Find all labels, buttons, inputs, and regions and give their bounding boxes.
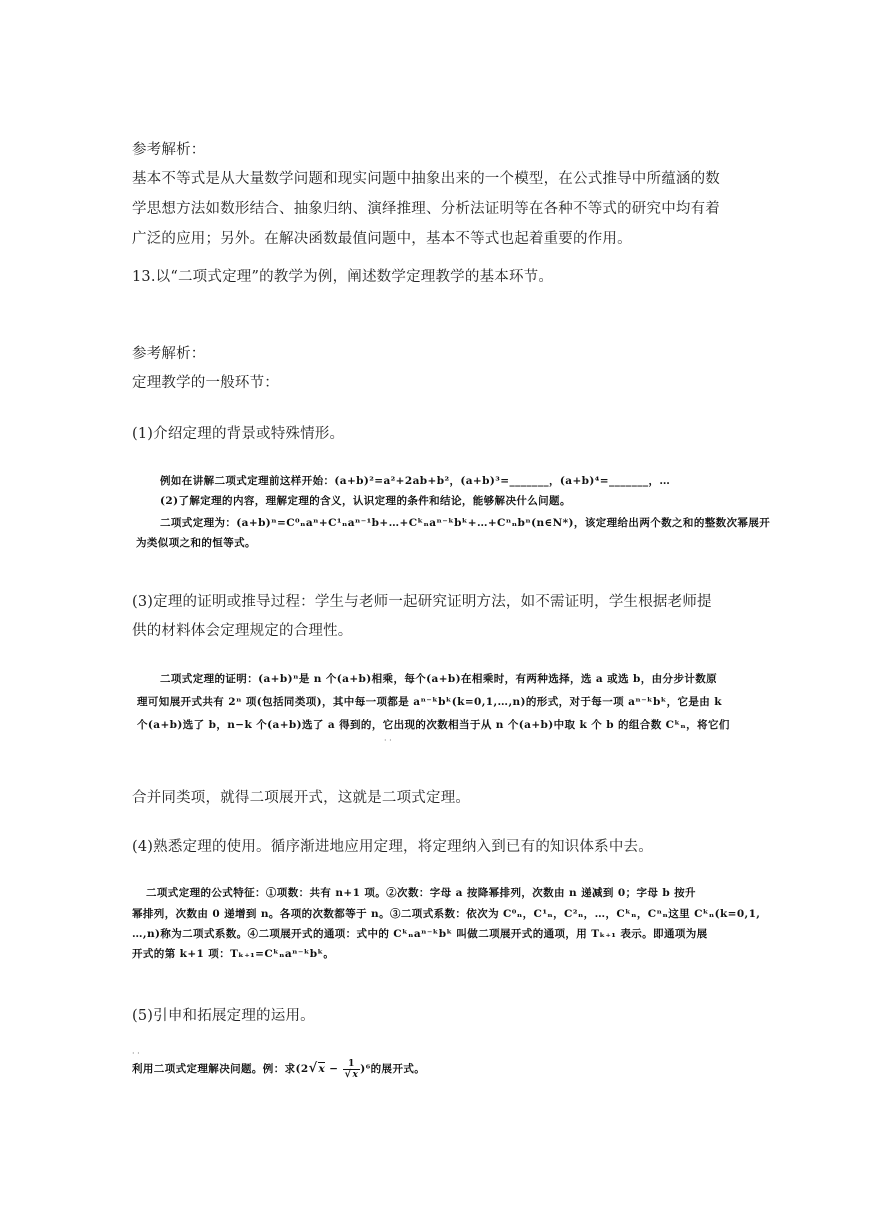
merge-text: 合并同类项，就得二项展开式，这就是二项式定理。 (132, 790, 471, 806)
scan-line: 幂排列，次数由 0 递增到 n。各项的次数都等于 n。③二项式系数：依次为 C⁰ₙ，C¹ₙ，C²ₙ，…，Cᵏₙ，Cⁿₙ这里 Cᵏₙ(k=0,1, (132, 908, 761, 920)
scan-line: 开式的第 k+1 项：Tₖ₊₁=Cᵏₙaⁿ⁻ᵏbᵏ。 (132, 948, 335, 960)
scan-line: 二项式定理为：(a+b)ⁿ=C⁰ₙaⁿ+C¹ₙaⁿ⁻¹b+…+Cᵏₙaⁿ⁻ᵏbᵏ+…+Cⁿₙbⁿ(n∈N*)，该定理给出两个数之和的整数次幂展开 (160, 517, 771, 529)
sqrt-radicand: x (318, 1063, 326, 1075)
step-3-line: 供的材料体会定理规定的合理性。 (132, 623, 353, 639)
scan-speck: · · (384, 736, 392, 745)
answer-text-line: 学思想方法如数形结合、抽象归纳、演绎推理、分析法证明等在各种不等式的研究中均有着 (132, 201, 720, 217)
scan-line: 为类似项之和的恒等式。 (136, 537, 256, 549)
answer-intro: 定理教学的一般环节： (132, 375, 279, 391)
scan-line: …,n)称为二项式系数。④二项展开式的通项：式中的 Cᵏₙaⁿ⁻ᵏbᵏ 叫做二项展开式的通项，用 Tₖ₊₁ 表示。即通项为展 (132, 928, 708, 940)
step-5: (5)引申和拓展定理的运用。 (132, 1008, 315, 1024)
answer-text-line: 广泛的应用；另外。在解决函数最值问题中，基本不等式也起着重要的作用。 (132, 231, 632, 247)
scan-line: 个(a+b)选了 b，n−k 个(a+b)选了 a 得到的，它出现的次数相当于从 n 个(a+b)中取 k 个 b 的组合数 Cᵏₙ，将它们 (137, 719, 730, 731)
step-4: (4)熟悉定理的使用。循序渐进地应用定理，将定理纳入到已有的知识体系中去。 (132, 839, 653, 855)
sqrt-sign: √ (344, 1068, 352, 1080)
example-prefix: 利用二项式定理解决问题。例：求(2 (132, 1063, 309, 1075)
question-13: 13.以“二项式定理”的教学为例，阐述数学定理教学的基本环节。 (132, 269, 554, 285)
answer-text-line: 基本不等式是从大量数学问题和现实问题中抽象出来的一个模型，在公式推导中所蕴涵的数 (132, 171, 720, 187)
scan-line-example (132, 1058, 425, 1080)
sqrt-sign: √ (308, 1061, 318, 1076)
fraction-denominator (343, 1070, 361, 1080)
step-3-line: (3)定理的证明或推导过程：学生与老师一起研究证明方法，如不需证明，学生根据老师提 (132, 594, 712, 610)
step-1: (1)介绍定理的背景或特殊情形。 (132, 426, 345, 442)
scan-line: 二项式定理的公式特征：①项数：共有 n+1 项。②次数：字母 a 按降幂排列，次数由 n 递减到 0；字母 b 按升 (146, 887, 696, 899)
sqrt-radicand: x (352, 1069, 359, 1080)
fraction (343, 1059, 361, 1080)
scan-line: 例如在讲解二项式定理前这样开始：(a+b)²=a²+2ab+b²，(a+b)³=_______，(a+b)⁴=_______，… (160, 475, 671, 487)
minus-sign: − (325, 1063, 343, 1075)
scan-line: 理可知展开式共有 2ⁿ 项(包括同类项)，其中每一项都是 aⁿ⁻ᵏbᵏ(k=0,1,…,n)的形式，对于每一项 aⁿ⁻ᵏbᵏ，它是由 k (137, 696, 722, 708)
example-suffix: )⁶的展开式。 (360, 1063, 426, 1075)
answer-label-2: 参考解析： (132, 346, 206, 362)
scan-line: (2)了解定理的内容，理解定理的含义，认识定理的条件和结论，能够解决什么问题。 (160, 495, 571, 507)
scan-line: 二项式定理的证明：(a+b)ⁿ是 n 个(a+b)相乘，每个(a+b)在相乘时，有两种选择，选 a 或选 b，由分步计数原 (160, 673, 718, 685)
answer-label-1: 参考解析： (132, 142, 206, 158)
scan-speck: · · (132, 1049, 140, 1058)
fraction-numerator: 1 (343, 1059, 361, 1070)
